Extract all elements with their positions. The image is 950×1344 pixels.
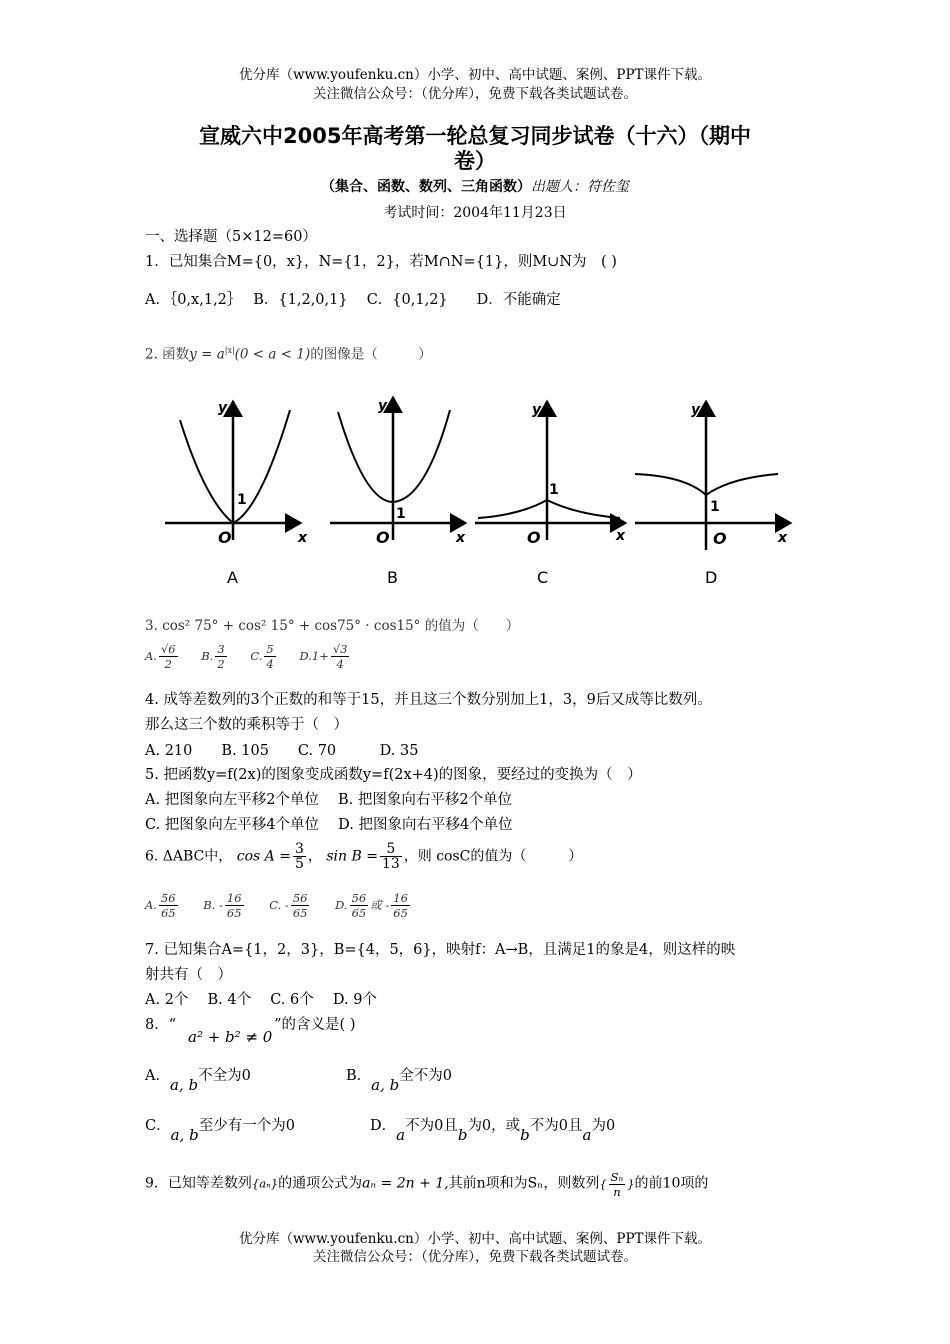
graph-c-x: x	[616, 528, 626, 544]
q2-suffix: 的图像是（ ）	[310, 346, 432, 363]
q6-options	[145, 891, 412, 920]
graph-a-one: 1	[237, 492, 247, 508]
q7-stem-1: 7. 已知集合A={1，2，3}，B={4，5，6}，映射f：A→B，且满足1的象是4，则这样的映	[145, 942, 736, 958]
q3-prefix: 3.	[145, 618, 158, 634]
graph-label-c: C	[537, 568, 549, 587]
graph-label-a: A	[227, 568, 238, 587]
graph-c-origin: O	[527, 528, 541, 547]
q8-formula: a² + b² ≠ 0	[188, 1028, 273, 1046]
q3-opt-d: D.1+ $\frac{√3}{4}$	[299, 642, 348, 671]
q1-stem: 1．已知集合M={0，x}，N={1，2}，若M∩N={1}，则M∪N为 ( )	[145, 254, 617, 270]
q3-stem	[145, 615, 519, 637]
q6-sinB: sin B =	[326, 848, 378, 865]
q3-expression: cos² 75° + cos² 15° + cos75° · cos15°	[162, 618, 421, 634]
footer-line-1: 优分库（www.youfenku.cn）小学、初中、高中试题、案例、PPT课件下载。	[238, 1231, 712, 1247]
graph-b-origin: O	[376, 528, 390, 547]
graph-d-y: y	[691, 402, 701, 418]
q6-opt-a: A. $\frac{56}{65}$	[145, 891, 176, 920]
page-title: 宣威六中2005年高考第一轮总复习同步试卷（十六）（期中	[199, 124, 751, 148]
q5-options-1: A. 把图象向左平移2个单位 B. 把图象向右平移2个单位	[145, 792, 513, 808]
graph-b-y: y	[378, 398, 388, 414]
q7-stem-2: 射共有（ ）	[145, 967, 232, 983]
author: 出题人：符佐玺	[531, 179, 629, 195]
header-line-2: 关注微信公众号：（优分库），免费下载各类试题试卷。	[313, 86, 637, 102]
graph-c-one: 1	[549, 482, 559, 498]
q4-stem-2: 那么这三个数的乘积等于（ ）	[145, 717, 348, 733]
graph-b-one: 1	[396, 506, 406, 522]
q5-stem: 5. 把函数y=f(2x)的图象变成函数y=f(2x+4)的图象，要经过的变换为（ ）	[145, 767, 642, 783]
q8-option-d: D．a不为0且b为0，或b不为0且a为0	[370, 1118, 616, 1144]
q5-options-2: C. 把图象向左平移4个单位 D. 把图象向右平移4个单位	[145, 817, 513, 833]
q6-opt-c: C. - $\frac{56}{65}$	[269, 891, 308, 920]
graph-a	[165, 400, 308, 547]
q3-opt-c: C. $\frac{5}{4}$	[250, 642, 274, 671]
q6-suffix: ，则 cosC的值为（ ）	[403, 848, 583, 865]
q6-stem: 6. ΔABC中， cos A = $\frac{3}{5}$ ， sin B = $\frac{5}{13}$ ，则 cosC的值为（ ）	[145, 841, 583, 872]
graph-c	[475, 402, 626, 547]
q4-options: A. 210 B. 105 C. 70 D. 35	[145, 743, 419, 759]
q7-options: A. 2个 B. 4个 C. 6个 D. 9个	[145, 992, 377, 1008]
q2-exponent: |x|	[224, 346, 235, 355]
q2-graphs	[150, 390, 800, 590]
graph-c-y: y	[532, 402, 542, 418]
graph-d-origin: O	[713, 529, 727, 548]
graph-d-x: x	[778, 530, 788, 546]
q3-opt-a: A. $\frac{√6}{2}$	[145, 642, 176, 671]
header-line-1: 优分库（www.youfenku.cn）小学、初中、高中试题、案例、PPT课件下载。	[238, 67, 712, 83]
q3-suffix: 的值为（ ）	[424, 618, 520, 634]
graph-a-x: x	[298, 530, 308, 546]
subject-scope: （集合、函数、数列、三角函数）	[321, 179, 531, 195]
q6-opt-b: B. - $\frac{16}{65}$	[203, 891, 242, 920]
graph-label-b: B	[387, 568, 398, 587]
q8-option-b: B．a, b全不为0	[346, 1068, 452, 1094]
graph-d-one: 1	[710, 499, 720, 515]
graph-a-origin: O	[218, 528, 232, 547]
q3-opt-b: B. $\frac{3}{2}$	[201, 642, 225, 671]
q2-formula: y = a	[189, 346, 225, 363]
q6-prefix: 6. ΔABC中，	[145, 848, 233, 865]
q1-options: A．｛0,x,1,2｝ B．{1,2,0,1} C．{0,1,2} D．不能确定	[145, 292, 561, 308]
q2-prefix: 2. 函数	[145, 346, 190, 363]
page-title-line-2: 卷）	[454, 149, 496, 173]
q2-condition: (0 < a < 1)	[234, 346, 311, 363]
q9-stem: 9．已知等差数列{aₙ}的通项公式为aₙ = 2n + 1,其前n项和为Sₙ，则数列{ $\frac{\text{Sₙ}}{n}$ }的前10项的	[145, 1170, 709, 1199]
subtitle	[0, 176, 950, 196]
q8-stem-left: 8．“	[145, 1017, 177, 1033]
graph-a-y: y	[218, 400, 228, 416]
graph-b-x: x	[456, 530, 466, 546]
graph-d	[635, 402, 790, 550]
q6-opt-d: D. $\frac{56}{65}$ 或 - $\frac{16}{65}$	[335, 891, 408, 920]
q2-stem	[145, 340, 432, 366]
q6-cosA: cos A =	[236, 848, 291, 865]
q8-option-a: A．a, b不全为0	[145, 1068, 251, 1094]
q8-stem-right: ”的含义是( )	[274, 1017, 356, 1033]
exam-time: 考试时间：2004年11月23日	[383, 205, 567, 221]
graph-label-d: D	[705, 568, 718, 587]
q3-options	[145, 642, 351, 671]
q8-option-c: C．a, b至少有一个为0	[145, 1118, 295, 1144]
footer-line-2: 关注微信公众号：（优分库），免费下载各类试题试卷。	[313, 1249, 637, 1265]
q4-stem-1: 4. 成等差数列的3个正数的和等于15，并且这三个数分别加上1，3，9后又成等比数列。	[145, 692, 712, 708]
graph-b	[330, 398, 466, 547]
section-heading: 一、选择题（5×12=60）	[145, 229, 317, 245]
